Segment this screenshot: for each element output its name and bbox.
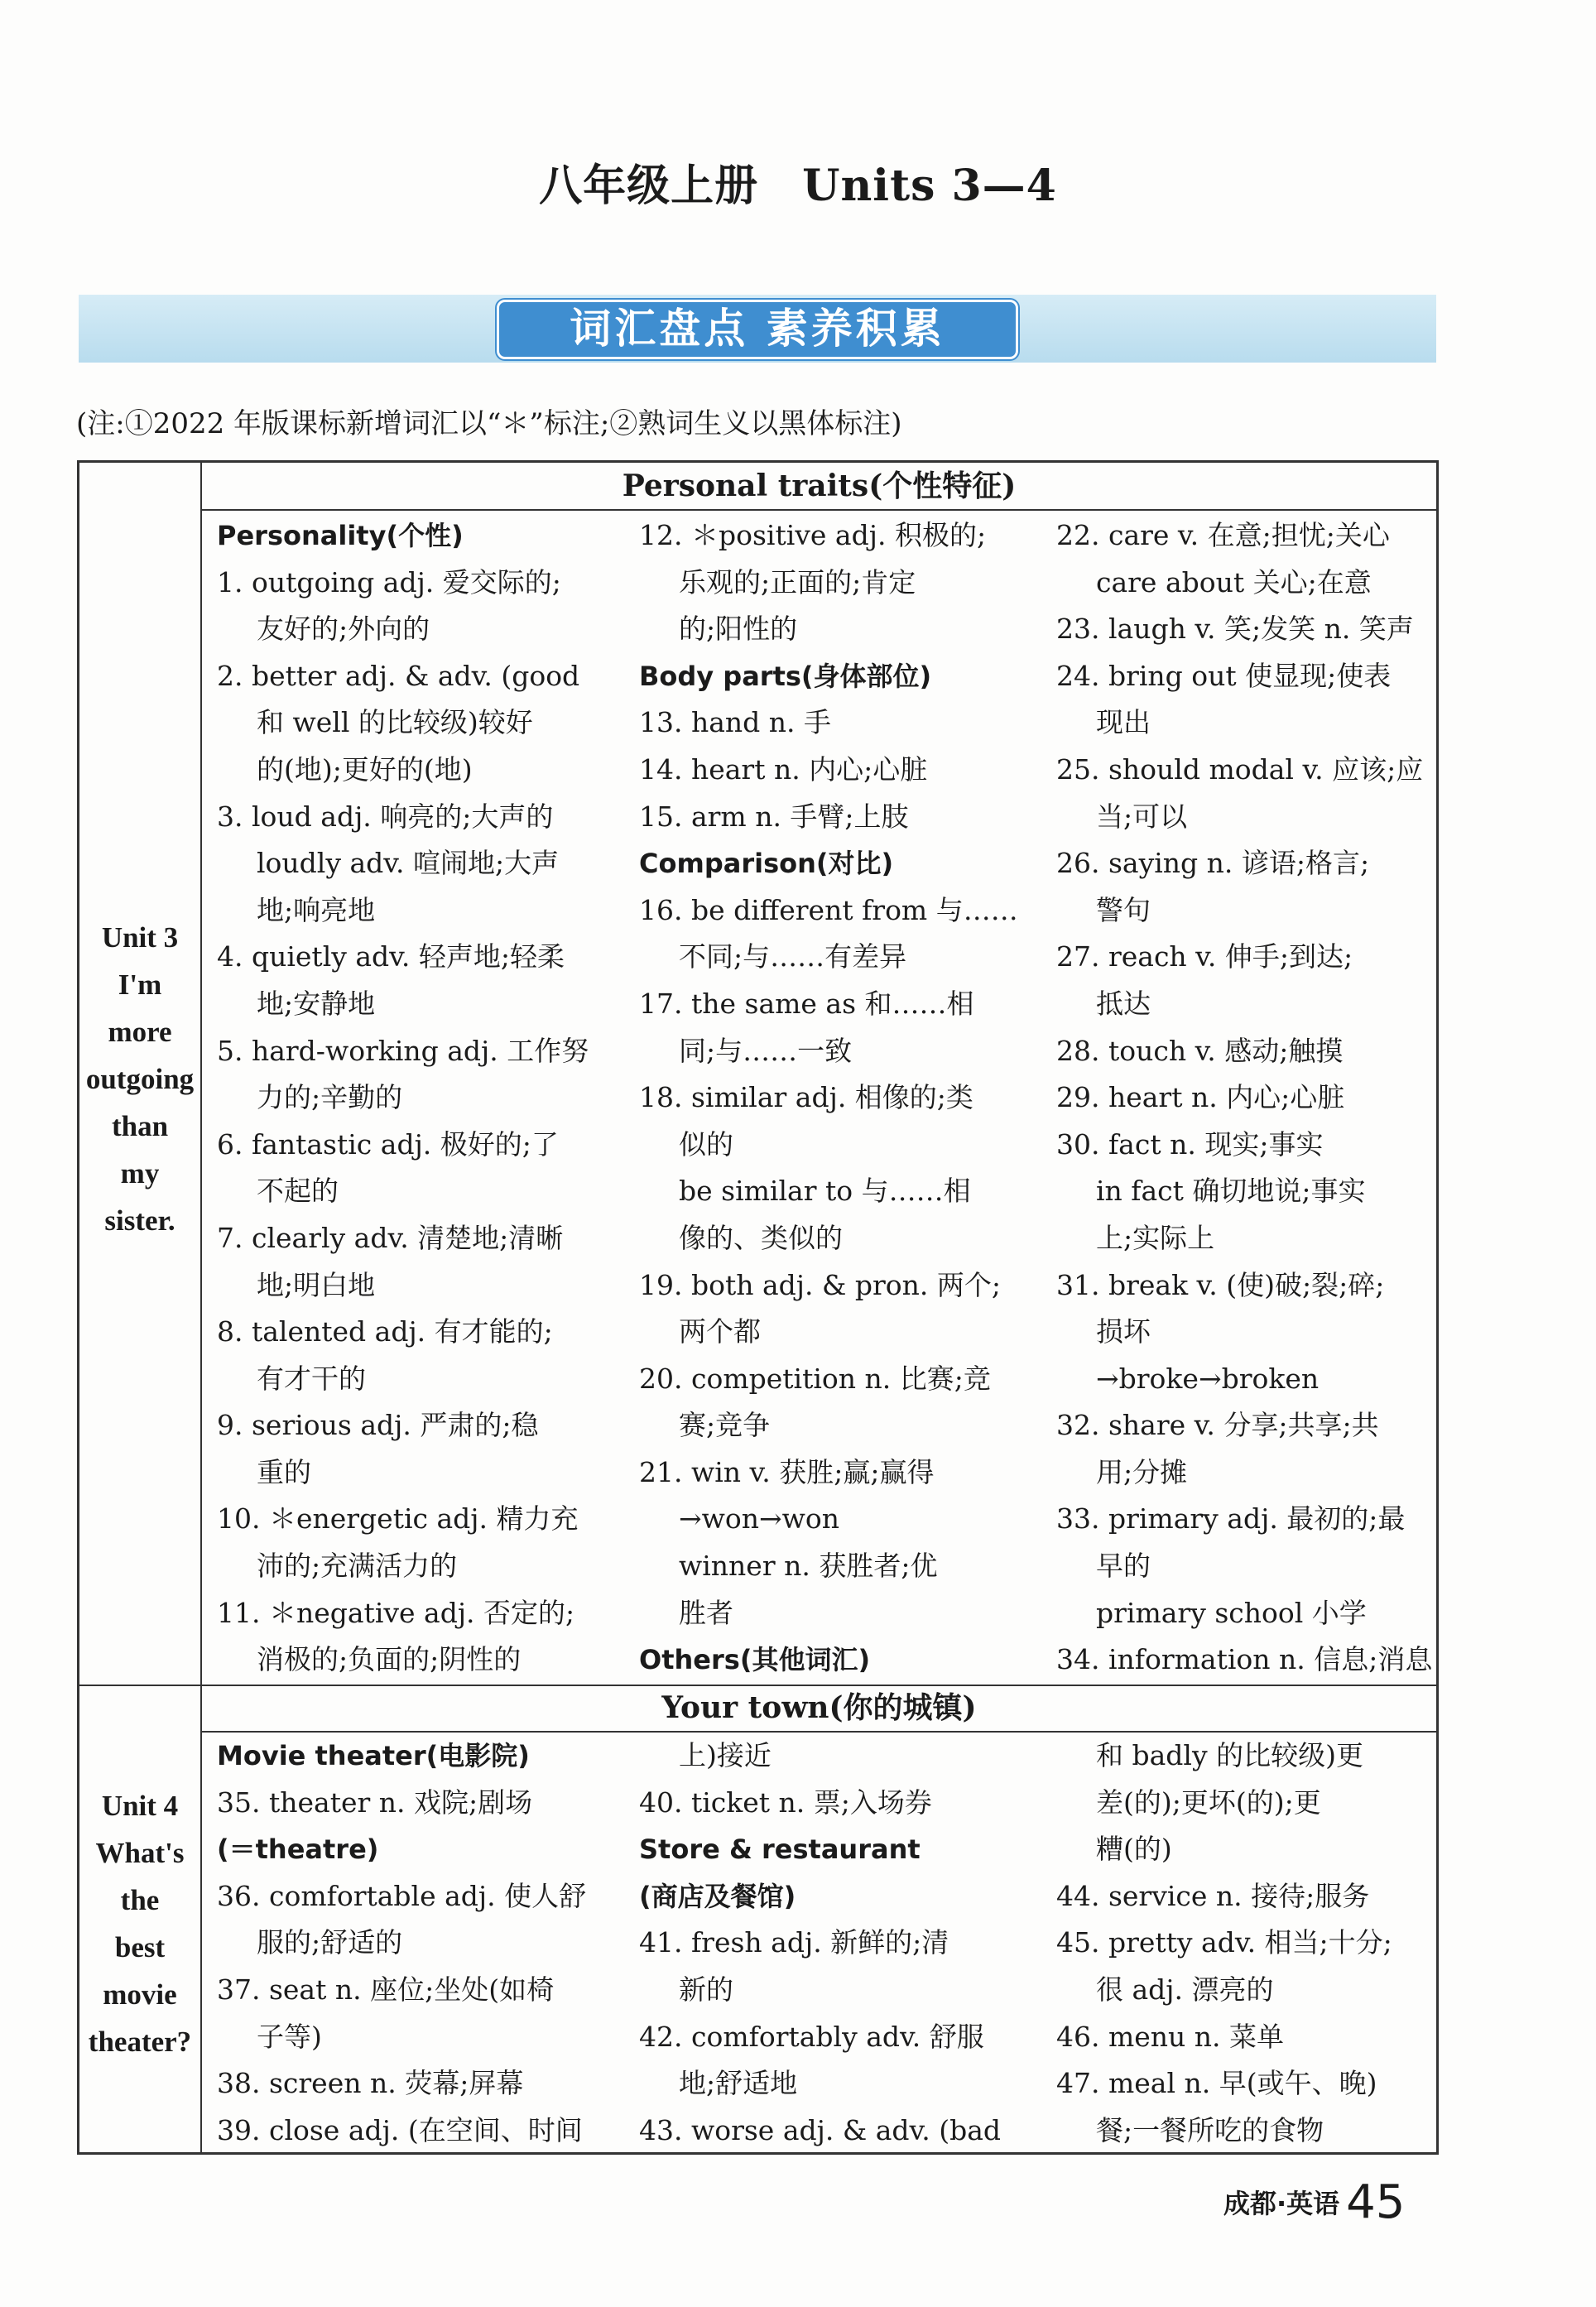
unit-label-line: best [114,1931,166,1963]
section-heading: Personality(个性) [217,520,464,551]
note-text: (注:①2022 年版课标新增词汇以“＊”标注;②熟词生义以黑体标注) [76,407,902,440]
vocab-entry-continuation: 似的 [679,1127,733,1161]
vocab-entry-continuation: 子等) [257,2020,322,2053]
vocab-entry: 14. heart n. 内心;心脏 [639,752,928,786]
unit4-column-3 [1056,1733,1462,2154]
vocab-entry: 21. win v. 获胜;赢;赢得 [639,1455,935,1488]
section-heading: Body parts(身体部位) [639,660,932,692]
unit-label-line: my [120,1157,160,1190]
page-title: 八年级上册 Units 3—4 [539,161,1057,211]
row-divider [200,509,1436,511]
section-heading: (商店及餐馆) [639,1880,796,1912]
page-number: 45 [1346,2175,1406,2229]
vocab-entry: 33. primary adj. 最初的;最 [1056,1502,1406,1536]
vocab-entry-continuation: 两个都 [679,1315,761,1348]
vocab-entry: 23. laugh v. 笑;发笑 n. 笑声 [1056,613,1414,646]
vocab-entry-continuation: 地;响亮地 [257,893,376,926]
vocab-entry: 38. screen n. 荧幕;屏幕 [217,2067,524,2100]
vocab-entry-continuation: →broke→broken [1096,1362,1320,1395]
vocab-entry: 35. theater n. 戏院;剧场 [217,1786,533,1819]
vocab-entry-continuation: 和 badly 的比较级)更 [1096,1739,1363,1771]
unit3-column-1 [217,512,623,1684]
vocab-entry: 10. ＊energetic adj. 精力充 [217,1502,579,1536]
vocab-entry-continuation: 现出 [1096,706,1151,739]
unit-label-line: theater? [88,2026,192,2058]
vocab-entry-continuation: 不同;与……有差异 [679,940,907,973]
vocab-entry-continuation: 地;明白地 [257,1268,376,1301]
unit3-label [79,914,200,1244]
vocab-entry: 45. pretty adv. 相当;十分; [1056,1926,1392,1959]
vocab-entry-continuation: →won→won [679,1502,840,1536]
vocab-entry-continuation: 上;实际上 [1096,1221,1215,1254]
vocab-entry: 24. bring out 使显现;使表 [1056,659,1392,692]
vocab-entry: 25. should modal v. 应该;应 [1056,752,1424,786]
vocab-entry: 17. the same as 和……相 [639,987,974,1020]
vocab-entry-continuation: in fact 确切地说;事实 [1096,1175,1366,1208]
vocab-entry: 37. seat n. 座位;坐处(如椅 [217,1973,555,2006]
vocab-entry: 29. heart n. 内心;心脏 [1056,1081,1345,1114]
vocab-entry: 12. ＊positive adj. 积极的; [639,519,987,551]
vocab-entry-continuation: 很 adj. 漂亮的 [1096,1973,1274,2006]
unit-label-line: more [108,1016,172,1048]
vocab-entry: 18. similar adj. 相像的;类 [639,1081,973,1114]
vocab-entry: 40. ticket n. 票;入场券 [639,1786,932,1819]
vocab-entry: 6. fantastic adj. 极好的;了 [217,1127,559,1161]
vocab-entry-continuation: 糟(的) [1096,1833,1172,1866]
unit-label-line: Unit 3 [101,921,179,954]
unit-label-line: sister. [104,1204,175,1237]
vocab-entry: 7. clearly adv. 清楚地;清晰 [217,1221,564,1254]
section-heading: Comparison(对比) [639,848,894,880]
vocab-entry: 44. service n. 接待;服务 [1056,1879,1370,1912]
vocab-entry-continuation: 的;阳性的 [679,613,798,646]
vocab-entry-continuation: 上)接近 [679,1739,772,1771]
vocab-entry-continuation: 不起的 [257,1175,339,1208]
vocab-entry-continuation: 乐观的;正面的;肯定 [679,565,916,598]
section-heading: Movie theater(电影院) [217,1740,530,1771]
vocab-entry-continuation: loudly adv. 喧闹地;大声 [257,847,560,880]
vocab-entry-continuation: 消极的;负面的;阴性的 [257,1643,522,1676]
vocab-entry: 1. outgoing adj. 爱交际的; [217,565,561,598]
vocab-entry: 5. hard-working adj. 工作努 [217,1034,589,1067]
vocab-entry-continuation: 地;舒适地 [679,2067,798,2100]
vocab-entry: 13. hand n. 手 [639,706,831,739]
vocab-entry-continuation: 胜者 [679,1596,733,1629]
unit-label-line: outgoing [85,1063,195,1095]
vocab-entry-continuation: 警句 [1096,893,1151,926]
vocab-entry: 2. better adj. & adv. (good [217,659,580,692]
vocab-entry: 26. saying n. 谚语;格言; [1056,847,1370,880]
vocab-entry: 4. quietly adv. 轻声地;轻柔 [217,940,565,973]
vocab-entry-continuation: 沛的;充满活力的 [257,1550,458,1583]
vocab-entry-continuation: 餐;一餐所吃的食物 [1096,2113,1324,2146]
vocab-entry: 11. ＊negative adj. 否定的; [217,1596,575,1629]
vocab-entry-continuation: 抵达 [1096,987,1151,1020]
unit-label-line: movie [103,1978,177,2011]
page-footer [1223,2175,1405,2229]
unit4-column-1 [217,1733,623,2154]
unit4-label [79,1782,200,2065]
vocab-entry-continuation: winner n. 获胜者;优 [679,1550,938,1583]
vocab-entry: 32. share v. 分享;共享;共 [1056,1409,1379,1442]
vocab-entry-continuation: 早的 [1096,1550,1151,1583]
vocab-entry: 41. fresh adj. 新鲜的;清 [639,1926,949,1959]
vocab-entry-continuation: 的(地);更好的(地) [257,752,473,786]
vocab-entry-continuation: 地;安静地 [257,987,376,1020]
vocab-entry: 28. touch v. 感动;触摸 [1056,1034,1344,1067]
vocab-entry: 31. break v. (使)破;裂;碎; [1056,1268,1385,1301]
vocab-entry-continuation: 损坏 [1096,1315,1151,1348]
vocab-entry-continuation: 差(的);更坏(的);更 [1096,1786,1321,1819]
unit-label-line: Unit 4 [101,1790,179,1822]
vocab-entry: 46. menu n. 菜单 [1056,2020,1285,2053]
vocab-entry-continuation: 新的 [679,1973,733,2006]
unit-label-line: than [111,1110,169,1142]
vocab-entry-continuation: 有才干的 [257,1362,366,1395]
section-heading: (＝theatre) [217,1834,379,1866]
vocab-entry-continuation: care about 关心;在意 [1096,565,1372,598]
vocab-entry-continuation: 当;可以 [1096,800,1188,833]
vocab-entry: 15. arm n. 手臂;上肢 [639,800,909,833]
unit3-header: Personal traits(个性特征) [622,469,1017,503]
unit3-column-2 [639,512,1045,1684]
vocab-entry: 8. talented adj. 有才能的; [217,1315,553,1348]
vocab-entry-continuation: 和 well 的比较级)较好 [257,706,533,739]
vocab-entry-continuation: 用;分摊 [1096,1455,1188,1488]
unit4-header: Your town(你的城镇) [661,1690,977,1725]
unit-label-line: the [120,1884,160,1916]
vocab-entry-continuation: 像的、类似的 [679,1221,843,1254]
vocab-entry: 19. both adj. & pron. 两个; [639,1268,1001,1301]
vocab-entry-continuation: 力的;辛勤的 [257,1081,403,1114]
vocab-entry-continuation: 同;与……一致 [679,1034,853,1067]
vocab-entry: 43. worse adj. & adv. (bad [639,2113,1001,2146]
vocab-entry-continuation: 服的;舒适的 [257,1926,403,1959]
vocab-entry: 42. comfortably adv. 舒服 [639,2020,984,2053]
vocab-entry-continuation: primary school 小学 [1096,1596,1367,1629]
unit-label-line: I'm [118,968,162,1001]
vocab-entry: 9. serious adj. 严肃的;稳 [217,1409,539,1442]
vocab-entry-continuation: 重的 [257,1455,311,1488]
vocab-entry: 20. competition n. 比赛;竞 [639,1362,991,1395]
vocab-entry: 27. reach v. 伸手;到达; [1056,940,1353,973]
section-heading: Others(其他词汇) [639,1644,871,1676]
column-divider [200,463,202,2152]
vocab-entry-continuation: 友好的;外向的 [257,613,430,646]
unit4-column-2 [639,1733,1045,2154]
vocab-entry: 36. comfortable adj. 使人舒 [217,1879,587,1912]
vocab-entry: 34. information n. 信息;消息 [1056,1643,1433,1676]
vocab-entry: 30. fact n. 现实;事实 [1056,1127,1324,1161]
vocab-entry: 47. meal n. 早(或午、晚) [1056,2067,1377,2100]
vocab-entry: 39. close adj. (在空间、时间 [217,2113,583,2146]
vocab-table [77,460,1439,2155]
section-banner: 词汇盘点 素养积累 [497,300,1018,359]
vocab-entry-continuation: 赛;竞争 [679,1409,771,1442]
unit3-column-3 [1056,512,1462,1684]
vocab-entry: 22. care v. 在意;担忧;关心 [1056,519,1390,551]
vocab-entry: 16. be different from 与…… [639,893,1018,926]
footer-label: 成都·英语 [1223,2188,1340,2219]
vocab-entry-continuation: be similar to 与……相 [679,1175,971,1208]
section-heading: Store & restaurant [639,1834,921,1866]
unit-label-line: What's [95,1837,185,1869]
vocab-entry: 3. loud adj. 响亮的;大声的 [217,800,554,833]
